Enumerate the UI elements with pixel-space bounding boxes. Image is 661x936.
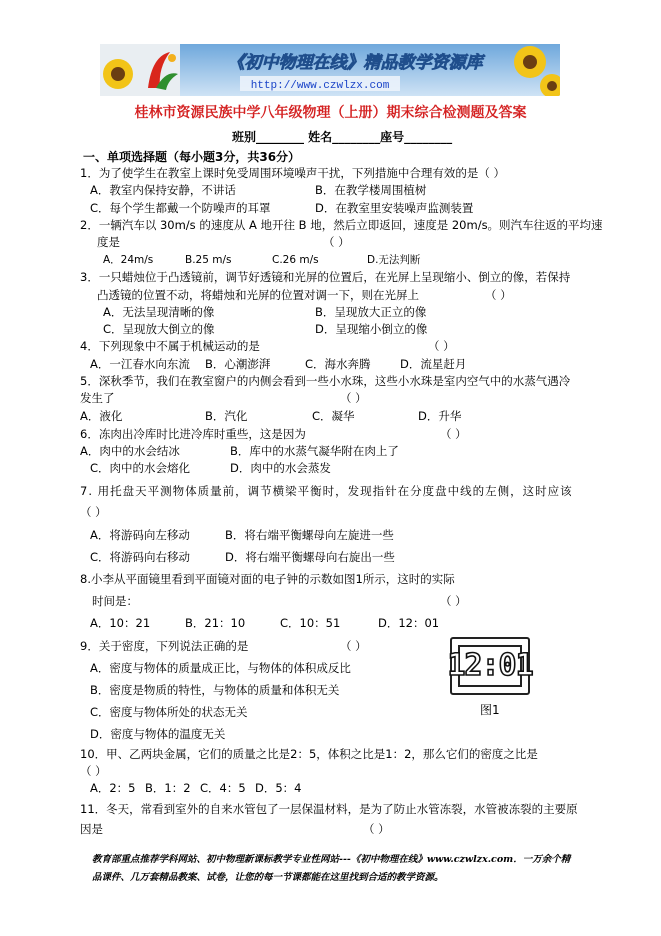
option-d: D．呈现缩小倒立的像 xyxy=(315,322,428,336)
banner-title: 《初中物理在线》精品教学资源库 xyxy=(227,53,483,73)
option-d: D．5：4 xyxy=(255,781,302,795)
question-stem: 5．深秋季节，我们在教室窗户的内侧会看到一些小水珠，这些小水珠是室内空气中的水蒸气遇冷 xyxy=(80,374,571,388)
option-c: C.26 m/s xyxy=(272,254,319,266)
option-a: A．肉中的水会结冰 xyxy=(80,444,180,458)
digital-clock-figure xyxy=(447,637,533,695)
question-stem: 4．下列现象中不属于机械运动的是 xyxy=(80,339,260,353)
document-title: 桂林市资源民族中学八年级物理（上册）期末综合检测题及答案 xyxy=(134,105,527,121)
option-a: A．一江春水向东流 xyxy=(90,357,190,371)
header-banner xyxy=(100,44,560,96)
option-b: B．21：10 xyxy=(185,616,246,630)
option-c: C．每个学生都戴一个防噪声的耳罩 xyxy=(90,201,271,215)
option-a: A．教室内保持安静，不讲话 xyxy=(90,183,236,197)
question-stem: 6．冻肉出冷库时比进冷库时重些，这是因为 xyxy=(80,427,306,441)
question-stem: 凸透镜的位置不动，将蜡烛和光屏的位置对调一下，则在光屏上 xyxy=(97,288,419,302)
option-d: D．升华 xyxy=(418,409,462,423)
option-d: D．12：01 xyxy=(378,616,440,630)
answer-parentheses: （ ） xyxy=(428,339,455,353)
option-d: D．将右端平衡螺母向右旋出一些 xyxy=(225,550,395,564)
question-stem: 发生了 xyxy=(80,391,115,405)
question-stem: 9．关于密度，下列说法正确的是 xyxy=(80,639,249,653)
option-b: B．呈现放大正立的像 xyxy=(315,305,427,319)
banner-url: http://www.czwlzx.com xyxy=(250,80,390,92)
question-stem: 11．冬天，常看到室外的自来水管包了一层保温材料，是为了防止水管冻裂，水管被冻裂的主要原 xyxy=(80,802,578,816)
option-b: B．汽化 xyxy=(205,409,248,423)
question-stem: 时间是： xyxy=(92,594,138,608)
question-stem: 度是 xyxy=(97,235,120,249)
answer-parentheses: （ ） xyxy=(80,764,107,778)
option-d: D．肉中的水会蒸发 xyxy=(230,461,331,475)
option-c: C．肉中的水会熔化 xyxy=(90,461,191,475)
option-a: A．无法呈现清晰的像 xyxy=(103,305,215,319)
option-d: D．在教室里安装噪声监测装置 xyxy=(315,201,474,215)
question-stem: 10．甲、乙两块金属，它们的质量之比是2：5，体积之比是1：2，那么它们的密度之比是 xyxy=(80,747,538,761)
answer-parentheses: （ ） xyxy=(80,505,107,519)
option-a: A．2：5 xyxy=(90,781,136,795)
option-b: B．心潮澎湃 xyxy=(205,357,271,371)
question-stem: 3．一只蜡烛位于凸透镜前，调节好透镜和光屏的位置后，在光屏上呈现缩小、倒立的像，若保持 xyxy=(80,270,571,284)
option-a: A．液化 xyxy=(80,409,123,423)
student-info-line: 班别________ 姓名________座号________ xyxy=(232,130,453,144)
clock-display-panel xyxy=(447,645,533,687)
option-d: D．密度与物体的温度无关 xyxy=(90,727,226,741)
option-b: B.25 m/s xyxy=(185,254,232,266)
answer-parentheses: （ ） xyxy=(363,822,390,836)
answer-parentheses: （ ） xyxy=(340,639,367,653)
option-b: B．库中的水蒸气凝华附在肉上了 xyxy=(230,444,399,458)
section-heading: 一、单项选择题（每小题3分，共36分） xyxy=(83,150,301,164)
question-stem: 1．为了使学生在教室上课时免受周围环境噪声干扰，下列措施中合理有效的是（ ） xyxy=(80,166,505,180)
question-stem: 7. 用托盘天平测物体质量前，调节横梁平衡时，发现指针在分度盘中线的左侧，这时应该 xyxy=(80,484,573,498)
option-c: C．呈现放大倒立的像 xyxy=(103,322,215,336)
option-a: A．24m/s xyxy=(103,254,154,266)
clock-digits: 12:01 xyxy=(447,648,533,683)
option-b: B．在教学楼周围植树 xyxy=(315,183,427,197)
answer-parentheses: （ ） xyxy=(440,427,467,441)
option-c: C．密度与物体所处的状态无关 xyxy=(90,705,248,719)
option-b: B．1：2 xyxy=(145,781,191,795)
option-a: A．10：21 xyxy=(90,616,151,630)
option-b: B．密度是物质的特性，与物体的质量和体积无关 xyxy=(90,683,340,697)
option-d: D．流星赶月 xyxy=(400,357,467,371)
question-stem: 8.小李从平面镜里看到平面镜对面的电子钟的示数如图1所示，这时的实际 xyxy=(80,572,455,586)
option-b: B．将右端平衡螺母向左旋进一些 xyxy=(225,528,394,542)
option-a: A．将游码向左移动 xyxy=(90,528,190,542)
answer-parentheses: （ ） xyxy=(323,235,350,249)
option-d: D.无法判断 xyxy=(367,254,421,266)
sunflower-icon xyxy=(103,59,133,89)
question-stem: 2．一辆汽车以 30m/s 的速度从 A 地开往 B 地，然后立即返回，速度是 20m/s。则汽车往返的平均速 xyxy=(80,218,603,232)
option-a: A．密度与物体的质量成正比，与物体的体积成反比 xyxy=(90,661,351,675)
option-c: C．10：51 xyxy=(280,616,341,630)
question-stem: 因是 xyxy=(80,822,103,836)
page-footer: 教育部重点推荐学科网站、初中物理新课标教学专业性网站---《初中物理在线》www.czwlzx.com．一万余个精品课件、几万套精品教案、试卷，让您的每一节课都能在这里找到合适的教学资源。 xyxy=(92,854,571,883)
option-c: C．海水奔腾 xyxy=(305,357,371,371)
option-c: C．4：5 xyxy=(200,781,246,795)
option-c: C．凝华 xyxy=(312,409,355,423)
answer-parentheses: （ ） xyxy=(440,594,467,608)
answer-parentheses: （ ） xyxy=(340,391,367,405)
figure-caption: 图1 xyxy=(480,703,500,717)
option-c: C．将游码向右移动 xyxy=(90,550,191,564)
answer-parentheses: （ ） xyxy=(485,288,512,302)
